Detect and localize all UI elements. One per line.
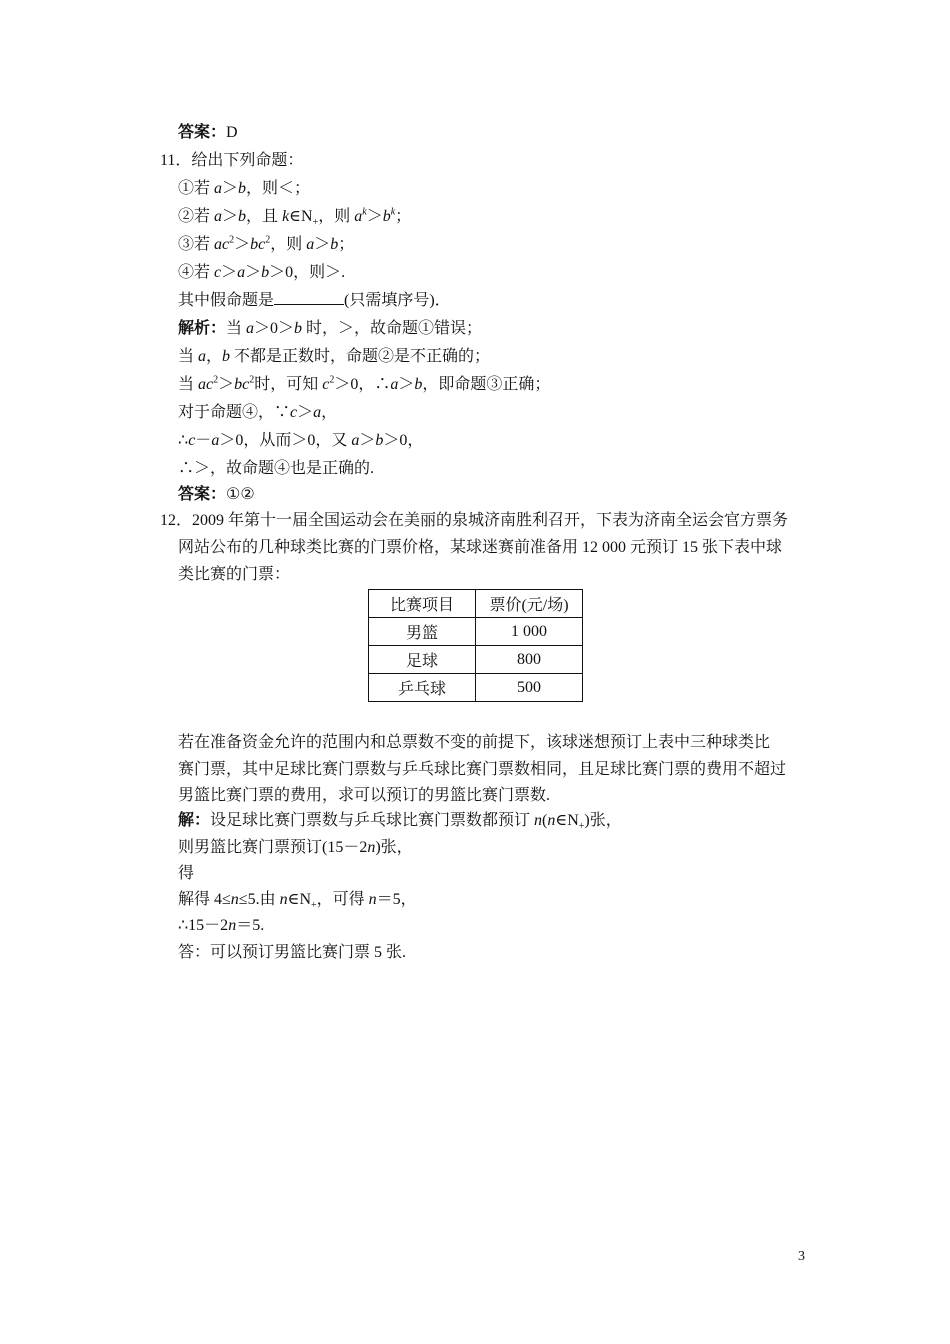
answer-label: 答案： (178, 486, 227, 503)
q11-proposition-1: ①若 a＞b，则＜； (178, 180, 311, 197)
q11-analysis-6: ∴＞，故命题④也是正确的. (178, 460, 375, 477)
q12-para-1: 若在准备资金允许的范围内和总票数不变的前提下，该球迷想预订上表中三种球类比 (178, 734, 771, 751)
q12-solution-2: 则男篮比赛门票预订(15－2n)张， (178, 839, 413, 856)
answer-blank (274, 290, 344, 305)
answer-value: D (226, 124, 238, 141)
q11-analysis-3: 当 $ac^2>bc^2$时，可知 $c^2>0$，∴a＞b，即命题③正确； (178, 374, 551, 393)
table-cell: 500 (476, 674, 583, 702)
q10-answer-line (178, 122, 238, 144)
analysis-label: 解析： (178, 320, 227, 337)
q12-solution-6: 答：可以预订男篮比赛门票 5 张. (178, 944, 407, 961)
q12-solution-4: 解得 4≤n≤5.由 $n\in N_+$，可得 n＝5， (178, 891, 417, 912)
q11-analysis-4: 对于命题④，∵c＞a， (178, 404, 338, 421)
table-cell: 乒乓球 (369, 674, 476, 702)
table-row (369, 674, 583, 702)
q12-solution-5: ∴15－2n＝5. (178, 917, 265, 934)
q12-line-2: 网站公布的几种球类比赛的门票价格，某球迷赛前准备用 12 000 元预订 15 张下表中球 (178, 539, 783, 556)
table-row (369, 618, 583, 646)
q11-analysis-1: 解析：当 a＞0＞b 时，＞，故命题①错误； (178, 320, 483, 337)
table-cell: 男篮 (369, 618, 476, 646)
table-header-cell: 比赛项目 (369, 590, 476, 618)
q11-proposition-3: ③若 $ac^2>bc^2$，则 a＞b； (178, 234, 355, 253)
page-number: 3 (798, 1249, 805, 1264)
q11-proposition-2: ②若 a＞b，且 $k\in N_+$，则 $a^k>b^k$； (178, 206, 412, 229)
q11-answer-line (178, 484, 255, 506)
q11-proposition-4: ④若 c＞a＞b＞0，则＞. (178, 264, 346, 281)
q11-ask: 其中假命题是 (只需填序号)． (178, 292, 451, 309)
ticket-price-table (368, 589, 583, 702)
table-header-cell: 票价(元/场) (476, 590, 583, 618)
table-row (369, 646, 583, 674)
answer-value: ①② (226, 486, 255, 503)
question-number: 12． (160, 512, 193, 529)
question-stem: 给出下列命题： (191, 152, 304, 169)
solution-label: 解： (178, 812, 211, 829)
table-cell: 足球 (369, 646, 476, 674)
q12-para-2: 赛门票，其中足球比赛门票数与乒乓球比赛门票数相同，且足球比赛门票的费用不超过 (178, 761, 787, 778)
q11-stem (160, 150, 303, 172)
q11-analysis-5: ∴c－a＞0，从而＞0，又 a＞b＞0， (178, 432, 424, 449)
table-cell: 800 (476, 646, 583, 674)
answer-label: 答案： (178, 124, 227, 141)
table-header-row (369, 590, 583, 618)
question-number: 11． (160, 152, 192, 169)
q12-line-1: 12．2009 年第十一届全国运动会在美丽的泉城济南胜利召开，下表为济南全运会官方票务 (160, 512, 789, 529)
q11-analysis-2: 当 a，b 不都是正数时，命题②是不正确的； (178, 348, 491, 365)
q12-solution-3: 得 (178, 865, 195, 882)
q12-line-3: 类比赛的门票： (178, 566, 291, 583)
table-cell: 1 000 (476, 618, 583, 646)
q12-solution-1: 解：设足球比赛门票数与乒乓球比赛门票数都预订 $n(n\in N_+)$张， (178, 812, 622, 833)
q12-para-3: 男篮比赛门票的费用，求可以预订的男篮比赛门票数. (178, 787, 551, 804)
